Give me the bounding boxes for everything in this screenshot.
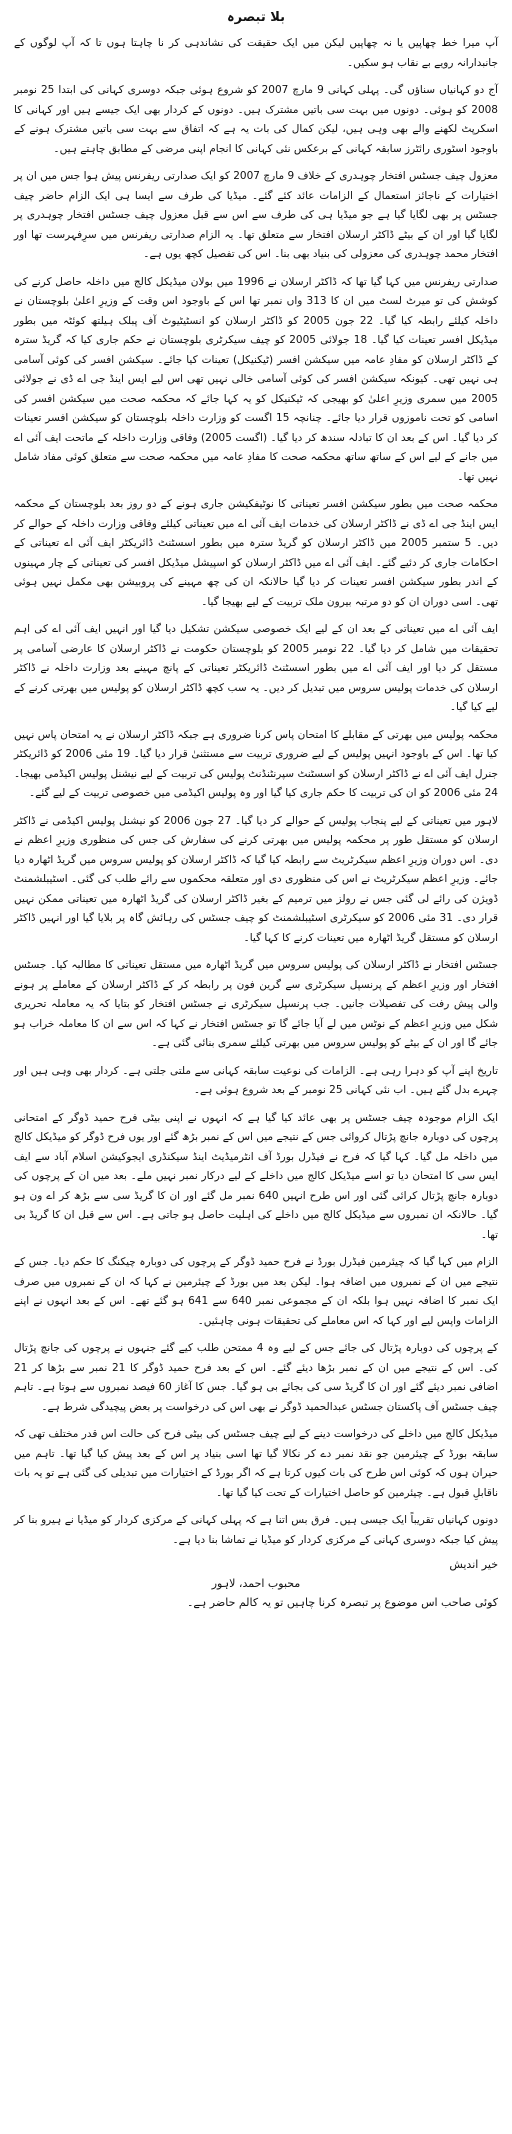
paragraph-fia-section: ایف آئی اے میں تعیناتی کے بعد ان کے لیے ایک خصوصی سیکشن تشکیل دیا گیا اور انہیں ایف آئی اے کی اہم تحقیقات میں شامل کر دیا گیا۔ 22 نومبر 2005 کو بلوچستان حکومت نے ڈاکٹر ارسلان کا عارضی آسامی پر مستقل کر دیا اور ایف آئی اے میں بطور اسسٹنٹ ڈائریکٹر تعیناتی کے پانچ مہینے بعد وزارت داخلہ نے ڈاکٹر ارسلان کی خدمات پولیس سروس میں تبدیل کر دیں۔ یہ سب کچھ ڈاکٹر ارسلان کو پولیس میں بھرتی کرنے کے لیے کیا گیا۔ [14, 623, 499, 713]
paragraph-farah-allegation: ایک الزام موجودہ چیف جسٹس پر بھی عائد کیا گیا ہے کہ انہوں نے اپنی بیٹی فرح حمید ڈوگر کے امتحانی پرچوں کی دوبارہ جانچ پڑتال کروائی جس کے نتیجے میں اس کے نمبر بڑھ گئے اور یوں فرح ڈوگر کو میڈیکل کالج میں داخلہ مل گیا۔ کہا گیا کہ فرح نے فیڈرل بورڈ آف انٹرمیڈیٹ اینڈ سیکنڈری ایجوکیشن اسلام آباد سے ایف ایس سی کا امتحان دیا تو اسے میڈیکل کالج میں داخلے کے لیے درکار نمبر نہیں ملے۔ بعد میں ان کے پرچوں کی دوبارہ جانچ پڑتال کرائی گئی اور اس طرح انہیں 640 نمبر مل گئے اور ان کا گریڈ سی سے بڑھ کر اے ون ہو گیا۔ حالانکہ ان نمبروں سے میڈیکل کالج میں داخلے کی اہلیت حاصل ہو جاتی ہے۔ اس سے قبل ان کا گریڈ بی تھا۔ [14, 1111, 498, 1241]
paragraph-admission-request: میڈیکل کالج میں داخلے کی درخواست دینے کے لیے چیف جسٹس کی بیٹی فرح کی حالت اس قدر مختلف تھی کہ سابقہ بورڈ کے چیئرمین جو نقد نمبر دے کر نکالا گیا تھا اسی بنیاد پر اس کے بعد پیش کیا گیا تھا۔ تاہم میں حیران ہوں کہ کوئی اس طرح کی بات کیوں کرتا ہے کہ اگر بورڈ کے اختیارات میں تبدیلی کی گئی ہے تو یہ بات ناقابلِ قبول ہے۔ چیئرمین کو حاصل اختیارات کے تحت کیا گیا تھا۔ [14, 1428, 498, 1499]
footer-note: کوئی صاحب اس موضوع پر تبصرہ کرنا چاہیں تو یہ کالم حاضر ہے۔ [186, 1596, 498, 1609]
page-title: بلا تبصرہ [227, 10, 285, 25]
paragraph-history-repeats: تاریخ اپنے آپ کو دہرا رہی ہے۔ الزامات کی نوعیت سابقہ کہانی سے ملتی جلتی ہے۔ کردار بھی وہی ہیں اور چہرے بدل گئے ہیں۔ اب نئی کہانی 25 نومبر کے بعد شروع ہوئی ہے۔ [14, 1064, 498, 1096]
paragraph-reference: معزول چیف جسٹس افتخار چوہدری کے خلاف 9 مارچ 2007 کو ایک صدارتی ریفرنس پیش ہوا جس میں ان پر اختیارات کے ناجائز استعمال کے الزامات عائد کئے گئے۔ میڈیا کی طرف سے ایسا ہی ایک الزام حاضر چیف جسٹس پر بھی لگایا گیا ہے جو میڈیا ہی کی طرف سے اس سے قبل معزول چیف جسٹس افتخار چوہدری پر لگایا گیا اور ان کے بیٹے ڈاکٹر ارسلان افتخار سے متعلق تھا۔ یہ الزام صدارتی ریفرنس میں سرِفہرست تھا اور افتخار محمد چوہدری کی معزولی کی بنیاد بھی بنا۔ اس کی تفصیل کچھ یوں ہے۔ [14, 170, 498, 260]
paragraph-arsalan-admission: صدارتی ریفرنس میں کہا گیا تھا کہ ڈاکٹر ارسلان نے 1996 میں بولان میڈیکل کالج میں داخلہ حاصل کرنے کی کوشش کی تو میرٹ لسٹ میں ان کا 313 واں نمبر تھا اس کے باوجود اس وقت کے وزیرِ اعلیٰ بلوچستان نے داخلہ کیلئے رابطہ کیا گیا۔ 22 جون 2005 کو ڈاکٹر ارسلان کو انسٹیٹیوٹ آف پبلک ہیلتھ کوئٹہ میں بطور میڈیکل افسر تعینات کیا گیا۔ 18 جولائی 2005 کو چیف سیکرٹری بلوچستان نے حکم جاری کیا کہ گریڈ سترہ کے ڈاکٹر ارسلان کو مفادِ عامہ میں سیکشن افسر (ٹیکنیکل) تعینات کیا جائے۔ سیکشن افسر کی کوئی آسامی ہی نہیں تھی۔ کیونکہ سیکشن افسر کی کوئی آسامی خالی نہیں تھی اس لیے ایس اینڈ جی اے ڈی نے جولائی 2005 میں سمری وزیرِ اعلیٰ کو بھیجی کہ ٹیکنیکل کو یہ کہا جائے کہ محکمہ صحت میں سیکشن افسر کی اسامی کو تحت ناموزوں قرار دیا جائے۔ چنانچہ 15 اگست کو وزارت داخلہ بلوچستان کو سیکشن افسر تعینات کر دیا گیا۔ اس کے بعد ان کا تبادلہ سندھ کر دیا گیا۔ (اگست 2005) وفاقی وزارت داخلہ کے ماتحت ایف آئی اے میں جانے کے لیے اس کے ساتھ ساتھ محکمہ صحت کا مفادِ عامہ میں محکمہ صحت سے متعلق کوئی مفاد شامل نہیں تھا۔ [14, 275, 498, 483]
paragraph-intro: آپ میرا خط چھاپیں یا نہ چھاپیں لیکن میں ایک حقیقت کی نشاندہی کر نا چاہتا ہوں تا کہ آپ لوگوں کے جانبدارانہ رویے بے نقاب ہو سکیں۔ [14, 37, 498, 69]
paragraph-conclusion: دونوں کہانیاں تقریباً ایک جیسی ہیں۔ فرق بس اتنا ہے کہ پہلی کہانی کے مرکزی کردار کو میڈیا نے ہیرو بنا کر پیش کیا جبکہ دوسری کہانی کے مرکزی کردار کو میڈیا نے تماشا بنا دیا ہے۔ [14, 1514, 498, 1546]
paragraph-rechecking: کے پرچوں کی دوبارہ پڑتال کی جائے جس کے لیے وہ 4 ممتحن طلب کیے گئے جنہوں نے پرچوں کی جانچ پڑتال کی۔ اس کے نتیجے میں ان کے نمبر بڑھا دیئے گئے۔ اس کے بعد فرح حمید ڈوگر کا 21 نمبر سے بڑھا کر 21 اضافی نمبر دیئے گئے اور ان کا گریڈ سی کی بجائے بی ہو گیا۔ جس کا آغاز 60 فیصد نمبروں سے ہوتا ہے۔ تاہم چیف جسٹس آف پاکستان جسٹس عبدالحمید ڈوگر نے بھی اس کی درخواست پر بعض پیچیدگی شرط ہے۔ [14, 1342, 499, 1413]
paragraph-grade-demand: جسٹس افتخار نے ڈاکٹر ارسلان کی پولیس سروس میں گریڈ اٹھارہ میں مستقل تعیناتی کا مطالبہ کیا۔ جسٹس افتخار اور وزیرِ اعظم کے پرنسپل سیکرٹری سے گرین فون پر رابطہ کر کے ڈاکٹر ارسلان کے معاملے پر ہونے والی پیش رفت کی تفصیلات جانیں۔ جب پرنسپل سیکرٹری نے جسٹس افتخار کو بتایا کہ یہ معاملہ تحریری شکل میں وزیرِ اعظم کے نوٹس میں لے آیا جائے گا تو جسٹس افتخار نے کہا کہ اس سے ان کا معاملہ خراب ہو جائے گا اور ان کے بیٹے کو پولیس سروس میں بھرتی کیلئے سمری بنائی گئی ہے۔ [14, 959, 498, 1049]
author-name: محبوب احمد، لاہور [211, 1577, 301, 1590]
paragraph-fia-posting: محکمہ صحت میں بطور سیکشن افسر تعیناتی کا نوٹیفکیشن جاری ہونے کے دو روز بعد بلوچستان کے محکمہ ایس اینڈ جی اے ڈی نے ڈاکٹر ارسلان کی خدمات ایف آئی اے میں تعیناتی کیلئے وفاقی وزارت داخلہ کے حوالے کر دیں۔ 5 ستمبر 2005 میں ڈاکٹر ارسلان کو گریڈ سترہ میں بطور اسسٹنٹ ڈائریکٹر ایف آئی اے تعیناتی کے احکامات جاری کر دئیے گئے۔ ایف آئی اے میں ڈاکٹر ارسلان کو اسپیشل میڈیکل افسر کی تعیناتی کے چار مہینوں کے اندر بطور سیکشن افسر تعینات کر دیا گیا حالانکہ ان کی چھ مہینے کی پروبیشن بھی مکمل نہیں ہوئی تھی۔ اسی دوران ان کو دو مرتبہ بیرون ملک تربیت کے لیے بھیجا گیا۔ [14, 498, 498, 608]
paragraph-police-training: محکمہ پولیس میں بھرتی کے مقابلے کا امتحان پاس کرنا ضروری ہے جبکہ ڈاکٹر ارسلان نے یہ امتحان پاس نہیں کیا تھا۔ اس کے باوجود انہیں پولیس کے لیے ضروری تربیت سے مستثنیٰ قرار دیا گیا۔ 19 مئی 2006 کو ڈائریکٹر جنرل ایف آئی اے نے ڈاکٹر ارسلان کو اسسٹنٹ سپرنٹنڈنٹ پولیس کی تربیت کے لیے نیشنل پولیس اکیڈمی بھیجا۔ 24 مئی 2006 کو ان کی تربیت کا حکم جاری کیا گیا اور وہ پولیس اکیڈمی میں خصوصی تربیت کے لیے گئے۔ [14, 728, 498, 799]
paragraph-lahore-posting: لاہور میں تعیناتی کے لیے پنجاب پولیس کے حوالے کر دیا گیا۔ 27 جون 2006 کو نیشنل پولیس اکیڈمی نے ڈاکٹر ارسلان کو مستقل طور پر محکمہ پولیس میں بھرتی کرنے کی سفارش کی جس کی منظوری وزیرِ اعظم نے دی۔ اس دوران وزیرِ اعظم سیکرٹریٹ سے رابطہ کیا گیا کہ ڈاکٹر ارسلان کو پولیس سروس میں گریڈ اٹھارہ دیا جائے۔ وزیرِ اعظم سیکرٹریٹ نے اس کی منظوری دی اور متعلقہ محکموں سے رائے طلب کی گئی۔ اسٹیبلشمنٹ ڈویژن کی رائے لی گئی جس نے رولز میں ترمیم کے بغیر ڈاکٹر ارسلان کی گریڈ اٹھارہ میں تعیناتی ممکن نہیں قرار دی۔ 31 مئی 2006 کو سیکرٹری اسٹیبلشمنٹ کو چیف جسٹس کی رہائش گاہ پر بلایا گیا اور انہیں ڈاکٹر ارسلان کو مستقل گریڈ اٹھارہ میں تعینات کرنے کا کہا گیا۔ [14, 814, 498, 944]
signoff: خیر اندیش [449, 1558, 498, 1571]
paragraph-two-stories: آج دو کہانیاں سناؤں گی۔ پہلی کہانی 9 مارچ 2007 کو شروع ہوئی جبکہ دوسری کہانی کی ابتدا 25 نومبر 2008 کو ہوئی۔ دونوں میں بہت سی باتیں مشترک ہیں۔ دونوں کے کردار بھی ایک جیسے ہیں اور کہانی کا اسکرپٹ لکھنے والے بھی وہی ہیں، لیکن کمال کی بات یہ ہے کہ اتفاق سے بہت سی باتیں مشترک ہونے کے باوجود اسٹوری رائٹرز سابقہ کہانی کے برعکس نئی کہانی کا انجام اپنی مرضی کے مطابق چاہتے ہیں۔ [14, 84, 498, 155]
paragraph-board-chairman: الزام میں کہا گیا کہ چیئرمین فیڈرل بورڈ نے فرح حمید ڈوگر کے پرچوں کی دوبارہ چیکنگ کا حکم دیا۔ جس کے نتیجے میں ان کے نمبروں میں اضافہ ہوا۔ لیکن بعد میں بورڈ کے چیئرمین نے کہا کہ ان کے نمبروں میں صرف ایک نمبر کا اضافہ نہیں ہوا بلکہ ان کے مجموعی نمبر 640 سے 641 ہو گئے تھے۔ اس کے بعد انہوں نے اپنے الزامات واپس لیے اور کہا کہ اس معاملے کی تحقیقات ہونی چاہئیں۔ [14, 1256, 498, 1327]
